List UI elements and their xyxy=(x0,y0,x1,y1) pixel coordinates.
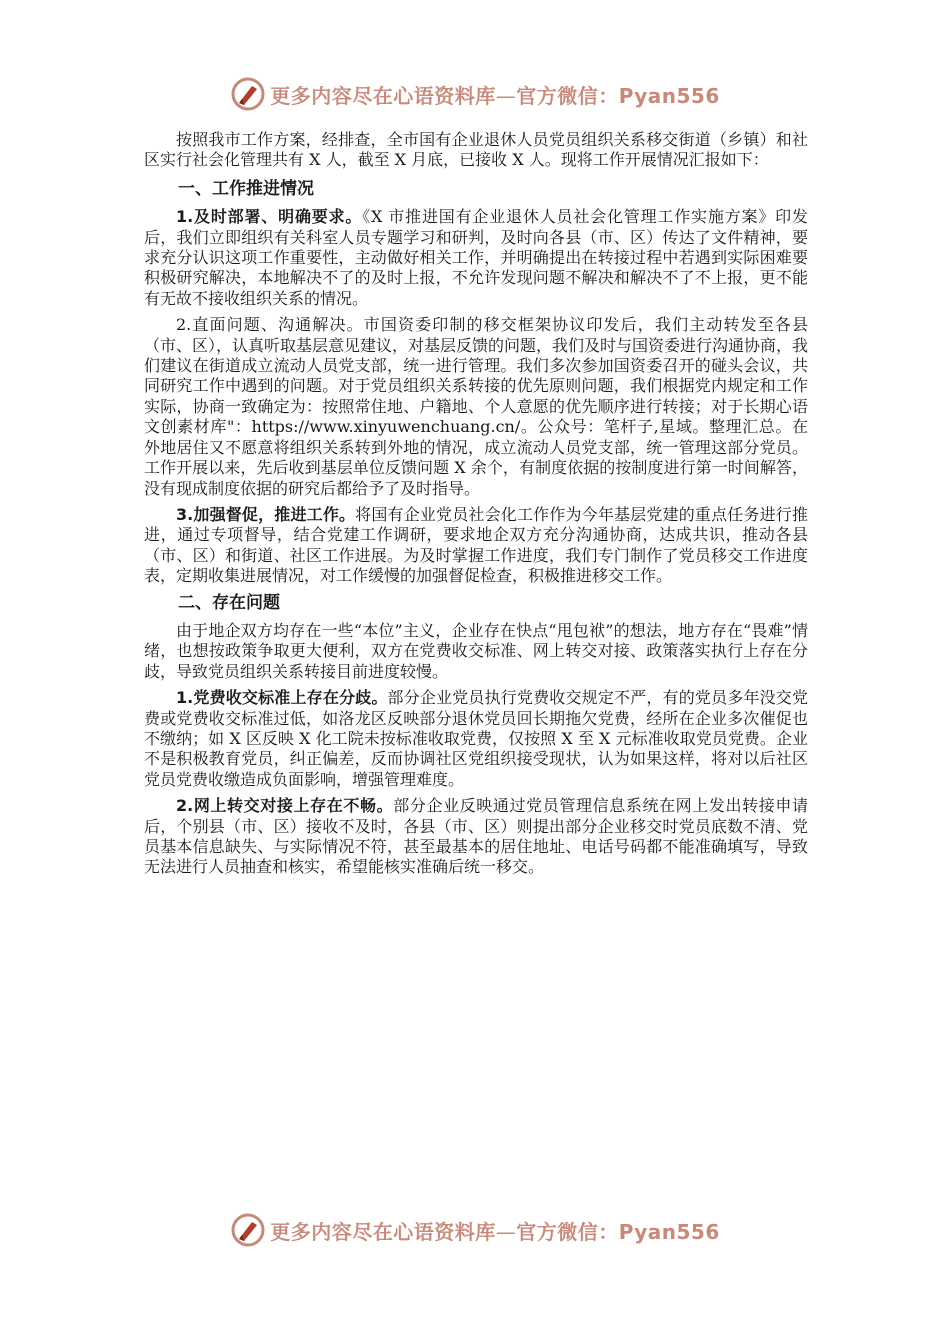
header-banner xyxy=(0,72,950,116)
section1-heading: 一、工作推进情况 xyxy=(178,178,314,199)
section2-item-2: 2.网上转交对接上存在不畅。部分企业反映通过党员管理信息系统在网上发出转接申请后，个别县（市、区）接收不及时，各县（市、区）则提出部分企业移交时党员底数不清、党员基本信息缺失、与实际情况不符，甚至最基本的居住地址、电话号码都不能准确填写，导致无法进行人员抽查和核实，希望能核实准确后统一移交。 xyxy=(144,796,808,877)
section1-item-1: 1.及时部署、明确要求。《X 市推进国有企业退休人员社会化管理工作实施方案》印发后，我们立即组织有关科室人员专题学习和研判，及时向各县（市、区）传达了文件精神，要求充分认识这项工作重要性，主动做好相关工作，并明确提出在转接过程中若遇到实际困难要积极研究解决，本地解决不了的及时上报，不允许发现问题不解决和解决不了不上报，更不能有无故不接收组织关系的情况。 xyxy=(144,207,808,308)
logo-icon xyxy=(230,1212,266,1248)
footer-banner xyxy=(0,1208,950,1252)
section2-item-1: 1.党费收交标准上存在分歧。部分企业党员执行党费收交规定不严，有的党员多年没交党费或党费收交标准过低，如洛龙区反映部分退休党员回长期拖欠党费，经所在企业多次催促也不缴纳；如 X 区反映 X 化工院未按标准收取党费，仅按照 X 至 X 元标准收取党员党费。企业不是积极教育党员，纠正偏差，反而协调社区党组织接受现状，认为如果这样，将对以后社区党员党费收缴造成负面影响，增强管理难度。 xyxy=(144,688,808,789)
section2-heading: 二、存在问题 xyxy=(178,592,280,613)
intro-paragraph: 按照我市工作方案，经排查，全市国有企业退休人员党员组织关系移交街道（乡镇）和社区实行社会化管理共有 X 人，截至 X 月底，已接收 X 人。现将工作开展情况汇报如下： xyxy=(144,130,808,170)
section2-intro: 由于地企双方均存在一些“本位”主义，企业存在快点“甩包袱”的想法，地方存在“畏难”情绪，也想按政策争取更大便利，双方在党费收交标准、网上转交对接、政策落实执行上存在分歧，导致党员组织关系转接目前进度较慢。 xyxy=(144,620,808,681)
section1-item-2: 2.直面问题、沟通解决。市国资委印制的移交框架协议印发后，我们主动转发至各县（市、区），认真听取基层意见建议，对基层反馈的问题，我们及时与国资委进行沟通协商，我们建议在街道成立流动人员党支部，统一进行管理。我们多次参加国资委召开的碰头会议，共同研究工作中遇到的问题。对于党员组织关系转接的优先原则问题，我们根据党内规定和工作实际，协商一致确定为：按照常住地、户籍地、个人意愿的优先顺序进行转接；对于长期心语文创素材库"：https://www.xinyuwenchuang.cn/。公众号：笔杆子,星域。整理汇总。在外地居住又不愿意将组织关系转到外地的情况，成立流动人员党支部，统一管理这部分党员。工作开展以来，先后收到基层单位反馈问题 X 余个，有制度依据的按制度进行第一时间解答，没有现成制度依据的研究后都给予了及时指导。 xyxy=(144,315,809,498)
document-body xyxy=(144,130,808,884)
header-banner-text: 更多内容尽在心语资料库—官方微信：Pyan556 xyxy=(270,83,720,108)
section1-item-3: 3.加强督促，推进工作。将国有企业党员社会化工作作为今年基层党建的重点任务进行推进，通过专项督导，结合党建工作调研，要求地企双方充分沟通协商，达成共识，推动各县（市、区）和街道、社区工作进展。为及时掌握工作进度，我们专门制作了党员移交工作进度表，定期收集进展情况，对工作缓慢的加强督促检查，积极推进移交工作。 xyxy=(144,504,808,586)
logo-icon xyxy=(230,76,266,112)
footer-banner-text: 更多内容尽在心语资料库—官方微信：Pyan556 xyxy=(270,1219,720,1244)
